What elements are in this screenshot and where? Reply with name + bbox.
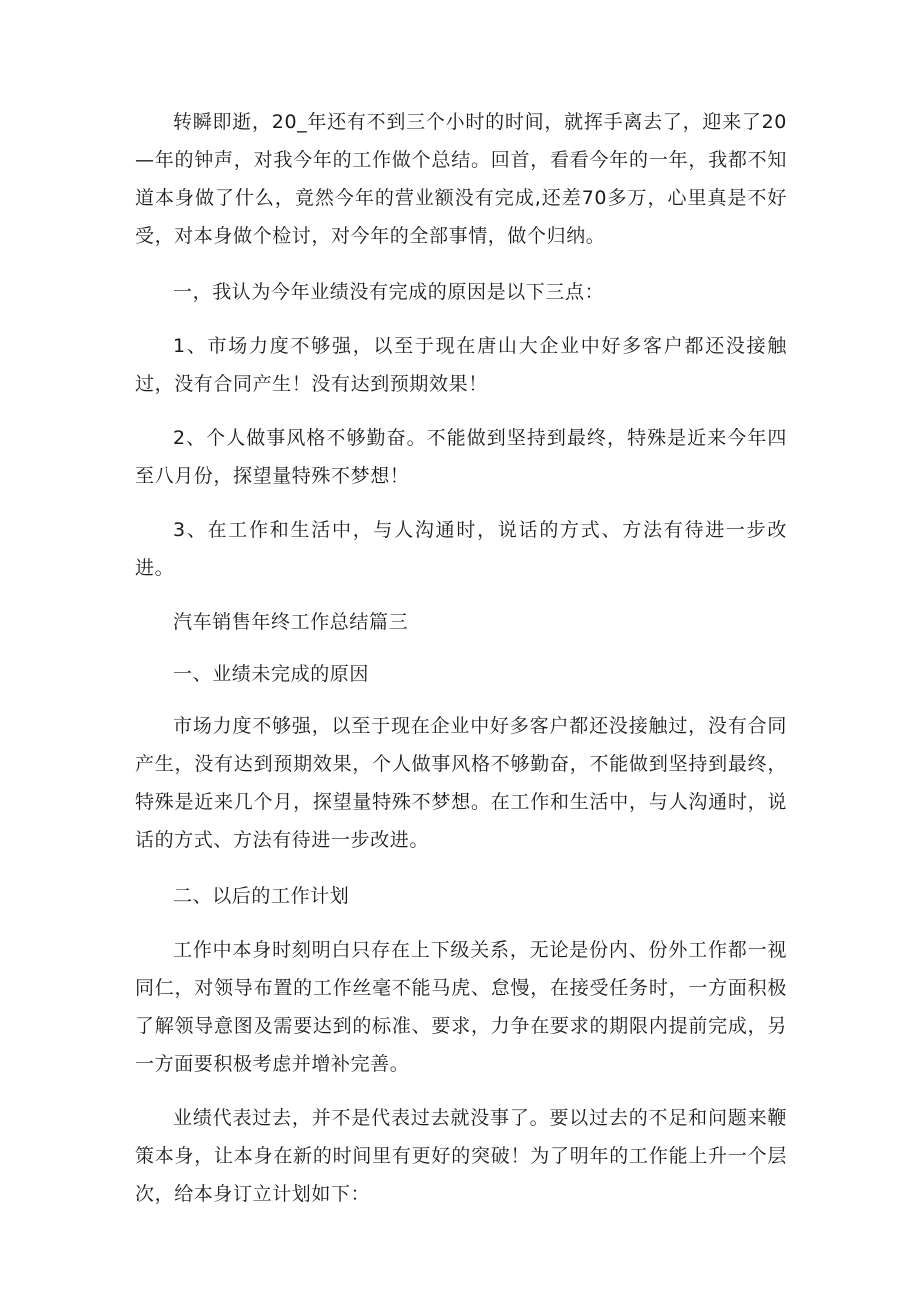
section-heading-2: 二、以后的工作计划 bbox=[173, 885, 350, 907]
reason-item-2: 2、个人做事风格不够勤奋。不能做到坚持到最终，特殊是近来今年四至八月份，探望量特殊不梦想！ bbox=[135, 427, 787, 487]
reasons-heading: 一，我认为今年业绩没有完成的原因是以下三点： bbox=[173, 281, 605, 303]
document-body bbox=[135, 103, 787, 1213]
section-title: 汽车销售年终工作总结篇三 bbox=[173, 611, 409, 633]
reason-item-3: 3、在工作和生活中，与人沟通时，说话的方式、方法有待进一步改进。 bbox=[135, 519, 787, 579]
performance-paragraph: 市场力度不够强，以至于现在企业中好多客户都还没接触过，没有合同产生，没有达到预期效果，个人做事风格不够勤奋，不能做到坚持到最终，特殊是近来几个月，探望量特殊不梦想。在工作和生活中，与人沟通时，说话的方式、方法有待进一步改进。 bbox=[135, 715, 787, 851]
closing-paragraph: 业绩代表过去，并不是代表过去就没事了。要以过去的不足和问题来鞭策本身，让本身在新的时间里有更好的突破！为了明年的工作能上升一个层次，给本身订立计划如下： bbox=[135, 1107, 787, 1205]
intro-paragraph: 转瞬即逝，20_年还有不到三个小时的时间，就挥手离去了，迎来了20—年的钟声，对我今年的工作做个总结。回首，看看今年的一年，我都不知道本身做了什么，竟然今年的营业额没有完成,还差70多万，心里真是不好受，对本身做个检讨，对今年的全部事情，做个归纳。 bbox=[135, 111, 787, 247]
reason-item-1: 1、市场力度不够强，以至于现在唐山大企业中好多客户都还没接触过，没有合同产生！没有达到预期效果！ bbox=[135, 335, 787, 395]
section-heading-1: 一、业绩未完成的原因 bbox=[173, 663, 370, 685]
work-plan-paragraph: 工作中本身时刻明白只存在上下级关系，无论是份内、份外工作都一视同仁，对领导布置的工作丝毫不能马虎、怠慢，在接受任务时，一方面积极了解领导意图及需要达到的标准、要求，力争在要求的期限内提前完成，另一方面要积极考虑并增补完善。 bbox=[135, 939, 787, 1075]
